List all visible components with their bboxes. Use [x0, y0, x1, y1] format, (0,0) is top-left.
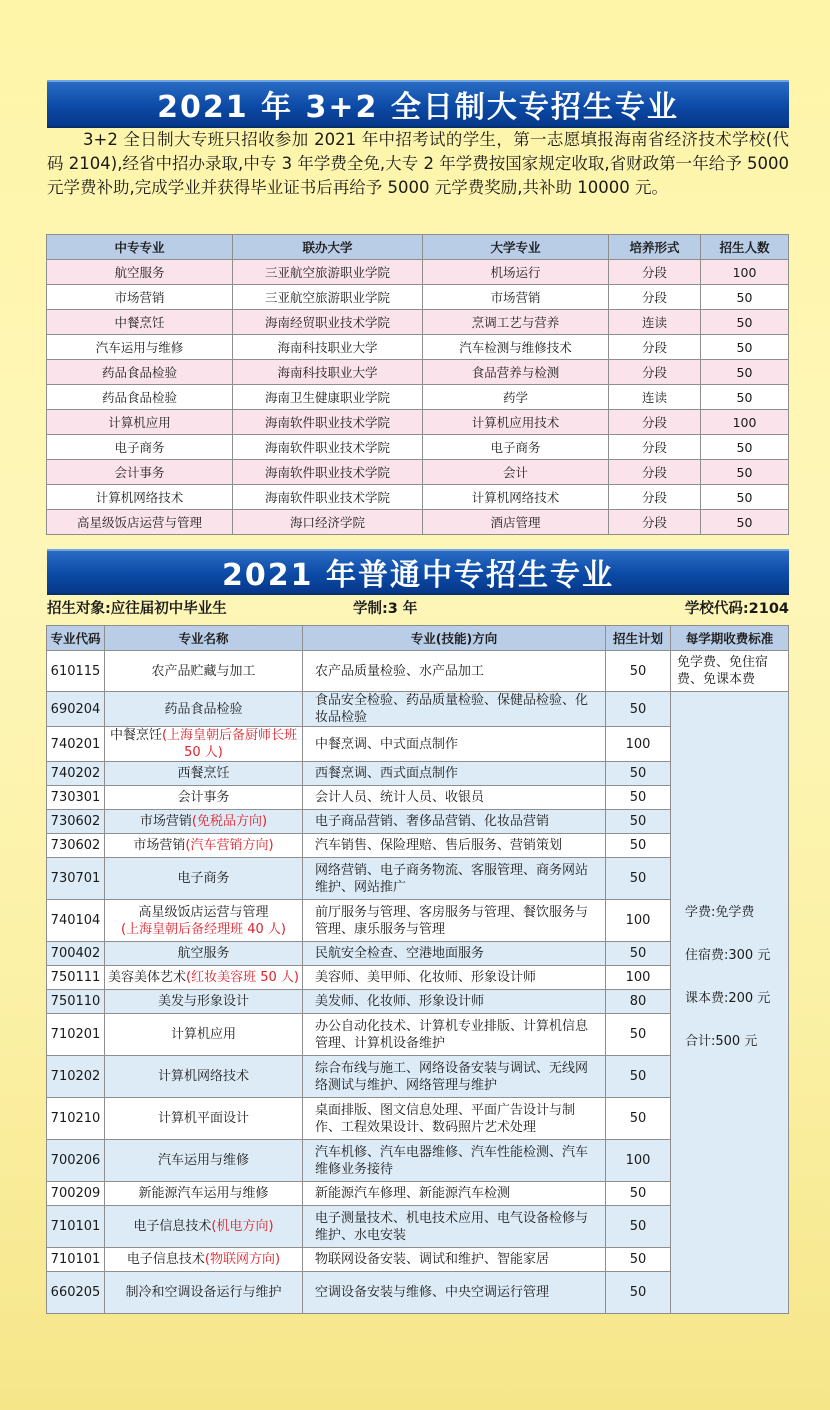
secondary-major-cell: 汽车运用与维修	[47, 335, 233, 360]
partner-university-cell: 海口经济学院	[233, 510, 423, 535]
training-form-cell: 分段	[609, 410, 701, 435]
major-code-cell: 690204	[47, 692, 105, 727]
major-code-cell: 740201	[47, 727, 105, 762]
plan-cell: 50	[606, 858, 671, 900]
plan-cell: 50	[606, 1272, 671, 1314]
plan-cell: 50	[606, 1182, 671, 1206]
school-code: 学校代码:2104	[684, 601, 789, 617]
direction-cell: 西餐烹调、西式面点制作	[303, 762, 606, 786]
university-major-cell: 计算机网络技术	[423, 485, 609, 510]
direction-cell: 电子测量技术、机电技术应用、电气设备检修与维护、水电安装	[303, 1206, 606, 1248]
enrollment-cell: 50	[701, 335, 789, 360]
plan-cell: 100	[606, 1140, 671, 1182]
direction-cell: 物联网设备安装、调试和维护、智能家居	[303, 1248, 606, 1272]
enrollment-cell: 50	[701, 460, 789, 485]
major-name-cell	[105, 1248, 303, 1272]
plan-cell: 50	[606, 786, 671, 810]
major-code-cell: 730701	[47, 858, 105, 900]
enrollment-cell: 100	[701, 410, 789, 435]
university-major-cell: 汽车检测与维修技术	[423, 335, 609, 360]
major-code-cell: 750110	[47, 990, 105, 1014]
university-major-cell: 会计	[423, 460, 609, 485]
major-name-cell	[105, 1056, 303, 1098]
section1-title: 2021 年 3+2 全日制大专招生专业	[157, 90, 679, 125]
major-name-cell	[105, 990, 303, 1014]
secondary-major-cell: 电子商务	[47, 435, 233, 460]
major-code-cell: 700402	[47, 942, 105, 966]
table-row	[47, 385, 789, 410]
major-code-cell: 610115	[47, 651, 105, 692]
enrollment-cell: 50	[701, 310, 789, 335]
training-form-cell: 分段	[609, 360, 701, 385]
study-duration: 学制:3 年	[353, 601, 418, 617]
table-row	[47, 692, 789, 727]
university-major-cell: 电子商务	[423, 435, 609, 460]
major-code-cell: 730301	[47, 786, 105, 810]
fee-cell-free: 免学费、免住宿费、免课本费	[671, 651, 789, 692]
major-note: (机电方向)	[211, 1219, 274, 1234]
major-name: 计算机平面设计	[157, 1111, 249, 1126]
major-name: 市场营销	[133, 838, 186, 853]
partner-university-cell: 海南软件职业技术学院	[233, 460, 423, 485]
section2-title-banner	[47, 549, 789, 595]
direction-cell: 美发师、化妆师、形象设计师	[303, 990, 606, 1014]
major-name-cell	[105, 1206, 303, 1248]
fee-line: 学费:免学费	[685, 905, 755, 920]
header-plan: 招生计划	[606, 626, 671, 651]
major-name-cell	[105, 1140, 303, 1182]
enrollment-cell: 50	[701, 385, 789, 410]
direction-cell: 中餐烹调、中式面点制作	[303, 727, 606, 762]
plan-cell: 50	[606, 942, 671, 966]
secondary-major-cell: 航空服务	[47, 260, 233, 285]
major-code-cell: 730602	[47, 810, 105, 834]
major-name: 美发与形象设计	[157, 994, 249, 1009]
training-form-cell: 连读	[609, 385, 701, 410]
training-form-cell: 分段	[609, 435, 701, 460]
secondary-major-cell: 药品食品检验	[47, 385, 233, 410]
plan-cell: 80	[606, 990, 671, 1014]
major-name: 高星级饭店运营与管理	[138, 904, 269, 920]
major-name: 药品食品检验	[164, 701, 243, 717]
direction-cell: 网络营销、电子商务物流、客服管理、商务网站维护、网站推广	[303, 858, 606, 900]
major-note: (上海皇朝后备经理班 40 人)	[121, 921, 286, 937]
major-name-cell	[105, 810, 303, 834]
table-header-row	[47, 626, 789, 651]
major-name-cell	[105, 858, 303, 900]
major-name: 电子信息技术	[133, 1219, 212, 1234]
plan-cell: 50	[606, 762, 671, 786]
section1-table	[46, 234, 789, 535]
training-form-cell: 分段	[609, 335, 701, 360]
header-major-name: 专业名称	[105, 626, 303, 651]
table-row	[47, 310, 789, 335]
direction-cell: 食品安全检验、药品质量检验、保健品检验、化妆品检验	[303, 692, 606, 727]
training-form-cell: 分段	[609, 460, 701, 485]
plan-cell: 100	[606, 900, 671, 942]
major-name-cell	[105, 651, 303, 692]
table-header-row	[47, 235, 789, 260]
secondary-major-cell: 中餐烹饪	[47, 310, 233, 335]
header-training-form: 培养形式	[609, 235, 701, 260]
direction-cell: 汽车销售、保险理赔、售后服务、营销策划	[303, 834, 606, 858]
university-major-cell: 食品营养与检测	[423, 360, 609, 385]
table-row	[47, 485, 789, 510]
major-name-cell	[105, 1182, 303, 1206]
table-row	[47, 260, 789, 285]
major-name: 电子信息技术	[126, 1252, 205, 1267]
enrollment-cell: 50	[701, 510, 789, 535]
training-form-cell: 连读	[609, 310, 701, 335]
major-code-cell: 730602	[47, 834, 105, 858]
major-name: 计算机网络技术	[157, 1069, 249, 1084]
major-name-cell	[105, 834, 303, 858]
major-name: 汽车运用与维修	[157, 1153, 249, 1168]
fee-line: 合计:500 元	[685, 1034, 758, 1049]
plan-cell: 50	[606, 810, 671, 834]
direction-cell: 农产品质量检验、水产品加工	[303, 651, 606, 692]
major-note: (免税品方向)	[191, 814, 268, 829]
header-enrollment: 招生人数	[701, 235, 789, 260]
major-note: (汽车营销方向)	[185, 838, 274, 853]
header-direction: 专业(技能)方向	[303, 626, 606, 651]
table-row	[47, 435, 789, 460]
major-note: (上海皇朝后备厨师长班 50 人)	[161, 728, 298, 760]
direction-cell: 美容师、美甲师、化妆师、形象设计师	[303, 966, 606, 990]
table-row	[47, 360, 789, 385]
header-partner-university: 联办大学	[233, 235, 423, 260]
plan-cell: 50	[606, 692, 671, 727]
major-name-cell	[105, 900, 303, 942]
secondary-major-cell: 药品食品检验	[47, 360, 233, 385]
direction-cell: 桌面排版、图文信息处理、平面广告设计与制作、工程效果设计、数码照片艺术处理	[303, 1098, 606, 1140]
major-code-cell: 710101	[47, 1248, 105, 1272]
section1-intro: 3+2 全日制大专班只招收参加 2021 年中招考试的学生，第一志愿填报海南省经济技术学校(代码 2104),经省中招办录取,中专 3 年学费全免,大专 2 年学费按国家规定收取,省财政第一年给予 5000 元学费补助,完成学业并获得毕业证书后再给予 5000 元学费奖励,共补助 10000 元。	[47, 130, 789, 197]
plan-cell: 50	[606, 1206, 671, 1248]
partner-university-cell: 海南卫生健康职业学院	[233, 385, 423, 410]
enrollment-cell: 50	[701, 485, 789, 510]
direction-cell: 前厅服务与管理、客房服务与管理、餐饮服务与管理、康乐服务与管理	[303, 900, 606, 942]
major-code-cell: 710101	[47, 1206, 105, 1248]
major-code-cell: 750111	[47, 966, 105, 990]
fee-standard-cell	[671, 692, 789, 1314]
university-major-cell: 酒店管理	[423, 510, 609, 535]
major-name: 市场营销	[139, 814, 192, 829]
university-major-cell: 烹调工艺与营养	[423, 310, 609, 335]
major-name: 农产品贮藏与加工	[151, 663, 256, 679]
partner-university-cell: 海南经贸职业技术学院	[233, 310, 423, 335]
partner-university-cell: 三亚航空旅游职业学院	[233, 260, 423, 285]
training-form-cell: 分段	[609, 510, 701, 535]
partner-university-cell: 海南软件职业技术学院	[233, 410, 423, 435]
table-row	[47, 335, 789, 360]
university-major-cell: 药学	[423, 385, 609, 410]
direction-cell: 新能源汽车修理、新能源汽车检测	[303, 1182, 606, 1206]
table-row	[47, 410, 789, 435]
major-name-cell	[105, 692, 303, 727]
plan-cell: 50	[606, 834, 671, 858]
secondary-major-cell: 市场营销	[47, 285, 233, 310]
secondary-major-cell: 会计事务	[47, 460, 233, 485]
header-fee-standard: 每学期收费标准	[671, 626, 789, 651]
direction-cell: 综合布线与施工、网络设备安装与调试、无线网络测试与维护、网络管理与维护	[303, 1056, 606, 1098]
partner-university-cell: 海南科技职业大学	[233, 335, 423, 360]
section1-title-banner	[47, 80, 789, 128]
partner-university-cell: 海南软件职业技术学院	[233, 485, 423, 510]
partner-university-cell: 海南软件职业技术学院	[233, 435, 423, 460]
major-name: 计算机应用	[170, 1027, 236, 1042]
major-code-cell: 740104	[47, 900, 105, 942]
secondary-major-cell: 计算机网络技术	[47, 485, 233, 510]
major-code-cell: 710201	[47, 1014, 105, 1056]
university-major-cell: 计算机应用技术	[423, 410, 609, 435]
enrollment-cell: 100	[701, 260, 789, 285]
major-code-cell: 660205	[47, 1272, 105, 1314]
enrollment-cell: 50	[701, 435, 789, 460]
fee-line: 住宿费:300 元	[685, 948, 771, 963]
direction-cell: 会计人员、统计人员、收银员	[303, 786, 606, 810]
plan-cell: 50	[606, 1248, 671, 1272]
major-name: 新能源汽车运用与维修	[138, 1186, 269, 1201]
major-name-cell	[105, 727, 303, 762]
training-form-cell: 分段	[609, 485, 701, 510]
enrollment-cell: 50	[701, 360, 789, 385]
plan-cell: 50	[606, 1056, 671, 1098]
major-name-cell	[105, 942, 303, 966]
major-name: 会计事务	[177, 790, 230, 805]
university-major-cell: 市场营销	[423, 285, 609, 310]
training-form-cell: 分段	[609, 260, 701, 285]
training-form-cell: 分段	[609, 285, 701, 310]
section2-title: 2021 年普通中专招生专业	[222, 558, 614, 593]
major-note: (红妆美容班 50 人)	[186, 970, 299, 985]
secondary-major-cell: 高星级饭店运营与管理	[47, 510, 233, 535]
major-name: 电子商务	[177, 871, 230, 886]
major-code-cell: 710210	[47, 1098, 105, 1140]
plan-cell: 50	[606, 1014, 671, 1056]
direction-cell: 办公自动化技术、计算机专业排版、计算机信息管理、计算机设备维护	[303, 1014, 606, 1056]
major-name: 航空服务	[177, 946, 230, 961]
table-row	[47, 510, 789, 535]
major-name: 美容美体艺术	[108, 970, 187, 985]
major-code-cell: 700209	[47, 1182, 105, 1206]
table-row	[47, 285, 789, 310]
enrollment-cell: 50	[701, 285, 789, 310]
major-name-cell	[105, 1014, 303, 1056]
major-name-cell	[105, 1098, 303, 1140]
direction-cell: 空调设备安装与维修、中央空调运行管理	[303, 1272, 606, 1314]
direction-cell: 电子商品营销、奢侈品营销、化妆品营销	[303, 810, 606, 834]
major-name-cell	[105, 762, 303, 786]
direction-cell: 汽车机修、汽车电器维修、汽车性能检测、汽车维修业务接待	[303, 1140, 606, 1182]
header-major-code: 专业代码	[47, 626, 105, 651]
major-note: (物联网方向)	[204, 1252, 281, 1267]
major-name-cell	[105, 966, 303, 990]
plan-cell: 50	[606, 651, 671, 692]
table-row	[47, 460, 789, 485]
header-university-major: 大学专业	[423, 235, 609, 260]
major-name-cell	[105, 1272, 303, 1314]
direction-cell: 民航安全检查、空港地面服务	[303, 942, 606, 966]
fee-line: 课本费:200 元	[685, 991, 771, 1006]
partner-university-cell: 三亚航空旅游职业学院	[233, 285, 423, 310]
section2-meta	[47, 597, 789, 619]
enrollment-target: 招生对象:应往届初中毕业生	[47, 601, 227, 617]
university-major-cell: 机场运行	[423, 260, 609, 285]
major-code-cell: 700206	[47, 1140, 105, 1182]
header-secondary-major: 中专专业	[47, 235, 233, 260]
secondary-major-cell: 计算机应用	[47, 410, 233, 435]
plan-cell: 50	[606, 1098, 671, 1140]
partner-university-cell: 海南科技职业大学	[233, 360, 423, 385]
major-code-cell: 740202	[47, 762, 105, 786]
plan-cell: 100	[606, 966, 671, 990]
major-name: 西餐烹饪	[177, 766, 230, 781]
major-name-cell	[105, 786, 303, 810]
table-row	[47, 651, 789, 692]
major-name: 中餐烹饪	[109, 728, 162, 743]
major-code-cell: 710202	[47, 1056, 105, 1098]
plan-cell: 100	[606, 727, 671, 762]
major-name: 制冷和空调设备运行与维护	[125, 1285, 282, 1300]
section2-table	[46, 625, 789, 1314]
